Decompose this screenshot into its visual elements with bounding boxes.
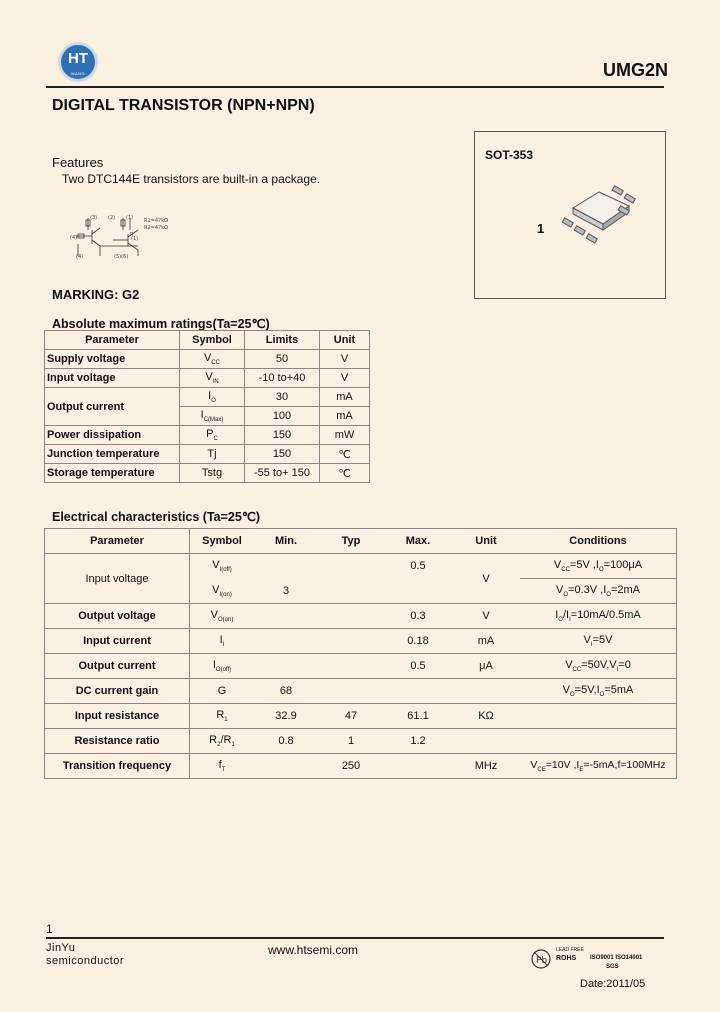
table-header-row bbox=[45, 331, 370, 350]
col-limits: Limits bbox=[245, 331, 320, 350]
table-row bbox=[45, 679, 677, 704]
row-parameter: Junction temperature bbox=[45, 445, 180, 464]
col-parameter: Parameter bbox=[45, 529, 190, 554]
document-date: Date:2011/05 bbox=[580, 978, 646, 990]
svg-text:(4): (4) bbox=[70, 235, 78, 241]
row-symbol: $f_T$ bbox=[218, 758, 226, 774]
row-typ bbox=[318, 654, 384, 679]
row-unit: mA bbox=[320, 407, 370, 426]
svg-text:Pb: Pb bbox=[536, 956, 548, 966]
sgs-text: SGS bbox=[606, 964, 619, 970]
row-typ: 47 bbox=[318, 704, 384, 729]
row-typ: 1 bbox=[318, 729, 384, 754]
part-number: UMG2N bbox=[602, 60, 668, 80]
row-parameter: Power dissipation bbox=[45, 426, 180, 445]
row-parameter: Input voltage bbox=[45, 369, 180, 388]
lead-free-text: LEAD FREE bbox=[556, 947, 584, 953]
row-limit: 30 bbox=[245, 388, 320, 407]
row-max bbox=[384, 754, 452, 779]
row-symbol: Tstg bbox=[180, 464, 245, 483]
row-parameter: Output current bbox=[45, 388, 180, 426]
row-symbol: $R_1$ bbox=[190, 704, 255, 729]
row-conditions: $V_{CC}=5V$ $,I_O=100\mu A$ bbox=[520, 554, 677, 579]
row-parameter: Storage temperature bbox=[45, 464, 180, 483]
iso-text: ISO9001 ISO14001 bbox=[590, 955, 643, 961]
row-min bbox=[254, 654, 318, 679]
certification-badges bbox=[530, 944, 660, 974]
row-parameter: Output current bbox=[45, 654, 190, 679]
table-row bbox=[45, 350, 370, 369]
table-row bbox=[45, 654, 677, 679]
row-parameter: Output voltage bbox=[45, 604, 190, 629]
row-conditions: $V_O=5V,I_O=5mA$ bbox=[520, 679, 677, 704]
col-max: Max. bbox=[384, 529, 452, 554]
row-unit: μA bbox=[452, 654, 520, 679]
package-box bbox=[474, 131, 666, 299]
row-max: 1.2 bbox=[384, 729, 452, 754]
svg-text:(5)(6): (5)(6) bbox=[114, 254, 129, 260]
table-row bbox=[45, 388, 370, 407]
row-symbol: $I_O$ bbox=[180, 388, 245, 407]
svg-text:R: R bbox=[130, 232, 134, 238]
row-conditions: $V_I=5V$ bbox=[520, 629, 677, 654]
abs-max-table bbox=[44, 330, 370, 483]
row-symbol: $V_{I(on)}$ bbox=[190, 579, 255, 604]
row-max: 0.3 bbox=[384, 604, 452, 629]
row-limit: 150 bbox=[245, 426, 320, 445]
row-unit: mA bbox=[320, 388, 370, 407]
table-row bbox=[45, 554, 677, 579]
svg-text:R1=47kΩ: R1=47kΩ bbox=[144, 218, 168, 224]
row-unit: MHz bbox=[474, 760, 498, 772]
row-min bbox=[254, 554, 318, 579]
row-min bbox=[254, 604, 318, 629]
row-conditions bbox=[520, 729, 677, 754]
row-max: 0.5 bbox=[384, 654, 452, 679]
page-title: DIGITAL TRANSISTOR (NPN+NPN) bbox=[52, 97, 315, 114]
row-parameter: Input voltage bbox=[45, 554, 190, 604]
row-limit: 100 bbox=[245, 407, 320, 426]
row-conditions: $V_{CC}=50V,V_I=0$ bbox=[520, 654, 677, 679]
col-typ: Typ bbox=[318, 529, 384, 554]
pin1-label: 1 bbox=[537, 221, 545, 236]
col-unit: Unit bbox=[452, 529, 520, 554]
row-symbol: $V_{O(on)}$ bbox=[190, 604, 255, 629]
row-min bbox=[254, 754, 318, 779]
row-symbol: $V_{CC}$ bbox=[180, 350, 245, 369]
table-row bbox=[45, 369, 370, 388]
row-unit: V bbox=[452, 554, 520, 604]
row-max: 0.18 bbox=[384, 629, 452, 654]
row-parameter: Supply voltage bbox=[45, 350, 180, 369]
table-row bbox=[45, 729, 677, 754]
col-conditions: Conditions bbox=[520, 529, 677, 554]
row-max: 0.5 bbox=[410, 560, 426, 573]
table-row bbox=[45, 704, 677, 729]
row-min: 3 bbox=[254, 579, 318, 604]
company-line1: JinYu bbox=[46, 942, 76, 954]
row-parameter: DC current gain bbox=[45, 679, 190, 704]
row-typ bbox=[318, 629, 384, 654]
marking-code: MARKING: G2 bbox=[52, 287, 140, 302]
row-unit bbox=[452, 729, 520, 754]
table-row bbox=[45, 754, 677, 779]
table-row bbox=[45, 604, 677, 629]
row-limit: -55 to+ 150 bbox=[245, 464, 320, 483]
svg-text:(1): (1) bbox=[126, 215, 134, 221]
row-symbol: $I_{C(Max)}$ bbox=[180, 407, 245, 426]
svg-text:(3): (3) bbox=[90, 215, 98, 221]
footer-divider bbox=[46, 937, 664, 939]
col-parameter: Parameter bbox=[45, 331, 180, 350]
row-max bbox=[384, 679, 452, 704]
row-parameter: Input resistance bbox=[45, 704, 190, 729]
row-unit: V bbox=[452, 604, 520, 629]
company-line2: semiconductor bbox=[46, 955, 125, 967]
rohs-text: ROHS bbox=[556, 955, 577, 962]
equivalent-circuit-diagram bbox=[68, 212, 180, 262]
table-header-row bbox=[45, 529, 677, 554]
svg-text:(4): (4) bbox=[76, 254, 84, 260]
row-typ: 250 bbox=[341, 760, 361, 772]
row-conditions: $I_O/I_I=10mA/0.5mA$ bbox=[520, 604, 677, 629]
row-symbol: $I_{O(off)}$ bbox=[190, 654, 255, 679]
company-name bbox=[46, 942, 124, 968]
col-symbol: Symbol bbox=[190, 529, 255, 554]
table-row bbox=[45, 464, 370, 483]
row-symbol: $R_2/R_1$ bbox=[190, 729, 255, 754]
svg-text:(2): (2) bbox=[108, 215, 116, 221]
page-number: 1 bbox=[46, 922, 53, 936]
row-parameter: Transition frequency bbox=[45, 754, 190, 779]
logo-text: HT bbox=[68, 50, 88, 67]
svg-text:R2=47kΩ: R2=47kΩ bbox=[144, 225, 168, 231]
features-text: Two DTC144E transistors are built-in a package. bbox=[62, 172, 321, 186]
row-symbol: Tj bbox=[180, 445, 245, 464]
row-unit: KΩ bbox=[452, 704, 520, 729]
row-symbol: $P_C$ bbox=[180, 426, 245, 445]
row-typ bbox=[318, 579, 384, 604]
row-min: 68 bbox=[254, 679, 318, 704]
col-min: Min. bbox=[254, 529, 318, 554]
row-unit: mA bbox=[452, 629, 520, 654]
row-unit bbox=[452, 679, 520, 704]
svg-text:(1): (1) bbox=[131, 236, 139, 242]
header-divider bbox=[46, 86, 664, 88]
row-symbol: G bbox=[190, 679, 255, 704]
elec-table bbox=[44, 528, 677, 779]
row-conditions bbox=[520, 704, 677, 729]
row-min bbox=[254, 629, 318, 654]
col-symbol: Symbol bbox=[180, 331, 245, 350]
abs-max-heading: Absolute maximum ratings(Ta=25℃) bbox=[52, 317, 270, 331]
logo-subtext: WANG bbox=[70, 71, 86, 76]
row-max: 61.1 bbox=[384, 704, 452, 729]
lead-free-icon bbox=[530, 948, 552, 970]
row-limit: 50 bbox=[245, 350, 320, 369]
website-link[interactable]: www.htsemi.com bbox=[268, 943, 359, 957]
table-row bbox=[45, 629, 677, 654]
row-typ bbox=[318, 554, 384, 579]
row-min: 32.9 bbox=[254, 704, 318, 729]
row-symbol: $V_{IN}$ bbox=[180, 369, 245, 388]
row-parameter: Input current bbox=[45, 629, 190, 654]
sot353-package-drawing bbox=[559, 178, 639, 248]
row-limit: 150 bbox=[245, 445, 320, 464]
row-typ bbox=[318, 604, 384, 629]
row-min: 0.8 bbox=[254, 729, 318, 754]
col-unit: Unit bbox=[320, 331, 370, 350]
row-unit: ℃ bbox=[320, 464, 370, 483]
features-heading: Features bbox=[52, 155, 104, 170]
row-symbol: $I_I$ bbox=[190, 629, 255, 654]
row-unit: V bbox=[320, 350, 370, 369]
row-unit: mW bbox=[320, 426, 370, 445]
row-unit: ℃ bbox=[320, 445, 370, 464]
row-conditions: $V_{CE}=10V$ $,I_E=-5mA,f=100MHz$ bbox=[520, 754, 677, 779]
row-typ bbox=[318, 679, 384, 704]
company-logo bbox=[58, 42, 98, 82]
package-name: SOT-353 bbox=[485, 148, 534, 162]
row-parameter: Resistance ratio bbox=[45, 729, 190, 754]
row-limit: -10 to+40 bbox=[245, 369, 320, 388]
row-symbol: $V_{I(off)}$ bbox=[212, 559, 232, 574]
table-row bbox=[45, 426, 370, 445]
row-max bbox=[384, 579, 452, 604]
elec-heading: Electrical characteristics (Ta=25℃) bbox=[52, 510, 261, 524]
table-row bbox=[45, 445, 370, 464]
row-unit: V bbox=[320, 369, 370, 388]
row-conditions: $V_O=0.3V$ $,I_O=2mA$ bbox=[520, 579, 677, 604]
